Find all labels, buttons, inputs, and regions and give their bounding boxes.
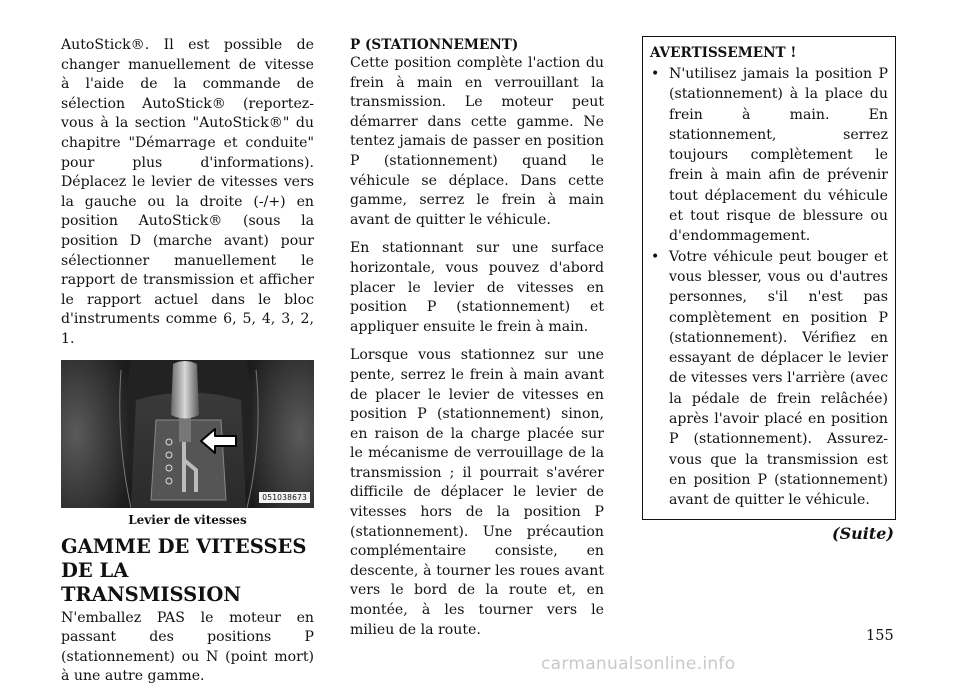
column-middle — [350, 36, 604, 640]
warning-box — [642, 36, 896, 520]
park-paragraph-3: Lorsque vous stationnez sur une pente, serrez le frein à main avant de placer le levier de vitesses en position P (stationnement) sinon, en raison de la charge placée sur le mécanisme de verrouillage de la transmission ; il pourrait s'avérer difficile de déplacer le levier de vitesses hors de la position P (stationnement). Une précaution complémentaire consiste, en descente, à tourner les roues avant vers le bord de la route et, en montée, à les tourner vers le milieu de la route. — [350, 347, 604, 638]
warning-list — [650, 64, 888, 511]
park-paragraph-2: En stationnant sur une surface horizontale, vous pouvez d'abord placer le levier de vitesses en position P (stationnement) et appliquer ensuite le frein à main. — [350, 240, 604, 335]
bullet-icon: • — [651, 248, 660, 265]
gear-shifter-photo — [61, 360, 314, 508]
section-heading: GAMME DE VITESSES DE LA TRANSMISSION — [61, 534, 307, 606]
gear-shifter-illustration — [61, 360, 314, 508]
warning-title: AVERTISSEMENT ! — [650, 45, 797, 61]
autostick-paragraph: AutoStick®. Il est possible de changer manuellement de vitesse à l'aide de la commande de sélection AutoStick® (reportez-vous à la section "AutoStick®" du chapitre "Démarrage et conduite" pour plus d'informations). Déplacez le levier de vitesses vers la gauche ou la droite (-/+) en position AutoStick® (sous la position D (marche avant) pour sélectionner manuellement le rapport de transmission et afficher le rapport actuel dans le bloc d'instruments comme 6, 5, 4, 3, 2, 1. — [61, 37, 314, 347]
warning-item-text: Votre véhicule peut bouger et vous blesser, vous ou d'autres personnes, s'il n'est pas complètement en position P (stationnement). Vérifiez en essayant de déplacer le levier de vitesses vers l'arrière (avec la pédale de frein relâchée) après l'avoir placé en position P (stationnement). Assurez-vous que la transmission est en position P (stationnement) avant de quitter le véhicule. — [669, 248, 888, 509]
figure-caption: Levier de vitesses — [128, 512, 247, 527]
warning-item-text: N'utilisez jamais la position P (stationnement) à la place du frein à main. En stationnement, serrez toujours complètement le frein à main afin de prévenir tout déplacement du véhicule et tout risque de blessure ou d'endommagement. — [669, 66, 888, 245]
bullet-icon: • — [651, 66, 660, 82]
watermark: carmanualsonline.info — [541, 654, 736, 674]
section-paragraph: N'emballez PAS le moteur en passant des positions P (stationnement) ou N (point mort) à une autre gamme. — [61, 609, 314, 685]
warning-item — [650, 247, 888, 511]
arrow-left-icon — [199, 426, 239, 456]
park-heading: P (STATIONNEMENT) — [350, 37, 519, 53]
page-number: 155 — [866, 628, 894, 644]
figure-code: 051038673 — [259, 492, 310, 503]
park-paragraph-1: Cette position complète l'action du frein à main en verrouillant la transmission. Le moteur peut démarrer dans cette gamme. Ne tentez jamais de passer en position P (stationnement) quand le véhicule se déplace. Dans cette gamme, serrez le frein à main avant de quitter le véhicule. — [350, 55, 604, 228]
warning-item — [650, 64, 888, 247]
continued-label: (Suite) — [832, 523, 894, 543]
column-left — [61, 36, 314, 687]
column-right — [642, 36, 896, 543]
